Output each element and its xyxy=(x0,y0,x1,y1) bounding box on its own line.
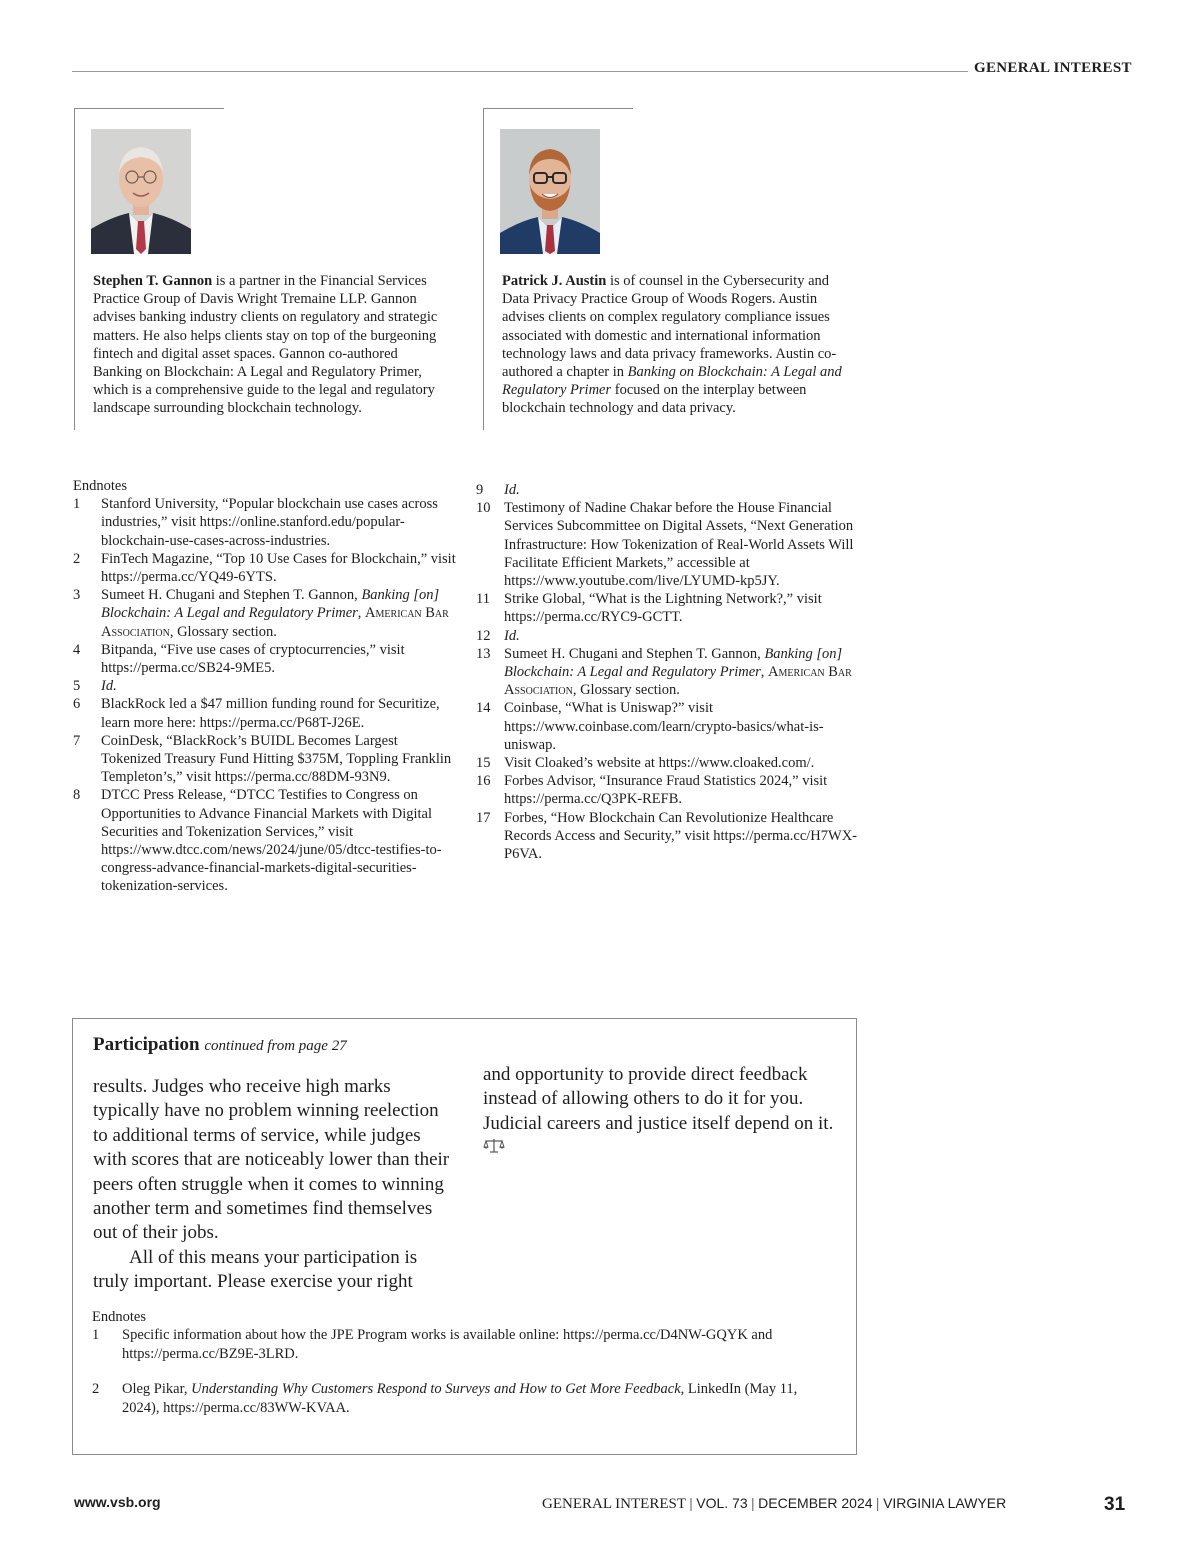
endnote-item: 3 Sumeet H. Chugani and Stephen T. Gannon, Banking [on] Blockchain: A Legal and Regulatory Primer, American Bar Association, Glossary section. xyxy=(73,587,449,640)
endnotes-heading: Endnotes xyxy=(73,478,127,494)
page-number: 31 xyxy=(1104,1494,1126,1515)
author-bio-gannon xyxy=(74,108,444,430)
bio-text-austin: Patrick J. Austin is of counsel in the Cybersecurity and Data Privacy Practice Group of Woods Rogers. Austin advises clients on complex regulatory compliance issues associated with domestic and international information technology laws and data privacy frameworks. Austin co-authored a chapter in Banking on Blockchain: A Legal and Regulatory Primer focused on the interplay between blockchain technology and data privacy. xyxy=(502,273,842,417)
footer-publication-info: GENERAL INTEREST | VOL. 73 | DECEMBER 2024 | VIRGINIA LAWYER xyxy=(542,1495,1007,1512)
endnote-item: 16 Forbes Advisor, “Insurance Fraud Statistics 2024,” visit https://perma.cc/Q3PK-REFB. xyxy=(476,773,828,808)
endnote-item: 11 Strike Global, “What is the Lightning Network?,” visit https://perma.cc/RYC9-GCTT. xyxy=(476,591,822,626)
participation-column-right xyxy=(483,1063,843,1161)
participation-paragraph: and opportunity to provide direct feedback instead of allowing others to do it for you. Judicial careers and justice itself depend on it. xyxy=(483,1064,834,1134)
endnotes-left-column xyxy=(73,477,458,896)
participation-paragraph: results. Judges who receive high marks typically have no problem winning reelection to additional terms of service, while judges with scores that are noticeably lower than their peers often struggle when it comes to winning another term and sometimes find themselves out of their jobs. xyxy=(93,1076,450,1244)
author-photo-austin xyxy=(500,129,600,254)
endnote-item: 5 Id. xyxy=(73,678,117,695)
endnote-item: 1 Stanford University, “Popular blockchain use cases across industries,” visit https://online.stanford.edu/popular-blockchain-use-cases-across-industries. xyxy=(73,496,438,549)
bio-border-top xyxy=(483,108,633,109)
endnote-item: 17 Forbes, “How Blockchain Can Revolutionize Healthcare Records Access and Security,” visit https://perma.cc/H7WX-P6VA. xyxy=(476,809,858,863)
scales-of-justice-icon xyxy=(483,1137,505,1158)
endnote-item: 12 Id. xyxy=(476,627,520,644)
endnote-item: 13 Sumeet H. Chugani and Stephen T. Gannon, Banking [on] Blockchain: A Legal and Regulatory Primer, American Bar Association, Glossary section. xyxy=(476,645,852,699)
participation-endnotes xyxy=(92,1308,837,1417)
endnotes-heading: Endnotes xyxy=(92,1309,146,1325)
bio-border-left xyxy=(483,108,484,430)
endnote-item: 2 FinTech Magazine, “Top 10 Use Cases for Blockchain,” visit https://perma.cc/YQ49-6YTS. xyxy=(73,550,456,586)
endnote-item: 14 Coinbase, “What is Uniswap?” visit https://www.coinbase.com/learn/crypto-basics/what-is-uniswap. xyxy=(476,700,824,753)
header-rule xyxy=(72,71,968,72)
participation-paragraph: All of this means your participation is truly important. Please exercise your right xyxy=(93,1246,418,1293)
endnote-item: 6 BlackRock led a $47 million funding round for Securitize, learn more here: https://perma.cc/P68T-J26E. xyxy=(73,696,440,731)
endnotes-right-column xyxy=(476,481,861,863)
endnote-item: 4 Bitpanda, “Five use cases of cryptocurrencies,” visit https://perma.cc/SB24-9ME5. xyxy=(73,641,405,677)
endnote-item: 1 Specific information about how the JPE Program works is available online: https://perma.cc/D4NW-GQYK and https://perma.cc/BZ9E-3LRD. xyxy=(92,1327,773,1362)
footer-website: www.vsb.org xyxy=(74,1494,161,1510)
author-photo-gannon xyxy=(91,129,191,254)
endnote-item: 10 Testimony of Nadine Chakar before the House Financial Services Subcommittee on Digital Assets, “Next Generation Infrastructure: How Tokenization of Real-World Assets Will Facilitate Efficient Markets,” accessible at https://www.youtube.com/live/LYUMD-kp5JY. xyxy=(476,500,854,590)
participation-heading: Participation continued from page 27 xyxy=(93,1034,347,1055)
participation-column-left xyxy=(93,1075,453,1295)
bio-border-left xyxy=(74,108,75,430)
endnote-item: 8 DTCC Press Release, “DTCC Testifies to Congress on Opportunities to Advance Financial Markets with Digital Securities and Tokenization Services,” visit https://www.dtcc.com/news/2024/june/05/dtcc-testifies-to-congress-advance-financial-markets-digital-securities-tokenization-services. xyxy=(73,787,442,895)
endnote-item: 2 Oleg Pikar, Understanding Why Customers Respond to Surveys and How to Get More Feedback, LinkedIn (May 11, 2024), https://perma.cc/83WW-KVAA. xyxy=(92,1381,798,1416)
endnote-item: 9 Id. xyxy=(476,482,520,498)
section-label: GENERAL INTEREST xyxy=(974,60,1132,76)
endnote-item: 7 CoinDesk, “BlackRock’s BUIDL Becomes Largest Tokenized Treasury Fund Hitting $375M, Toppling Franklin Templeton’s,” visit https://perma.cc/88DM-93N9. xyxy=(73,732,452,786)
bio-text-gannon: Stephen T. Gannon is a partner in the Financial Services Practice Group of Davis Wright Tremaine LLP. Gannon advises banking industry clients on regulatory and strategic matters. He also helps clients stay on top of the burgeoning fintech and digital asset spaces. Gannon co-authored Banking on Blockchain: A Legal and Regulatory Primer, which is a comprehensive guide to the legal and regulatory landscape surrounding blockchain technology. xyxy=(93,273,438,417)
endnote-item: 15 Visit Cloaked’s website at https://www.cloaked.com/. xyxy=(476,755,815,772)
author-bio-austin xyxy=(483,108,853,430)
bio-border-top xyxy=(74,108,224,109)
